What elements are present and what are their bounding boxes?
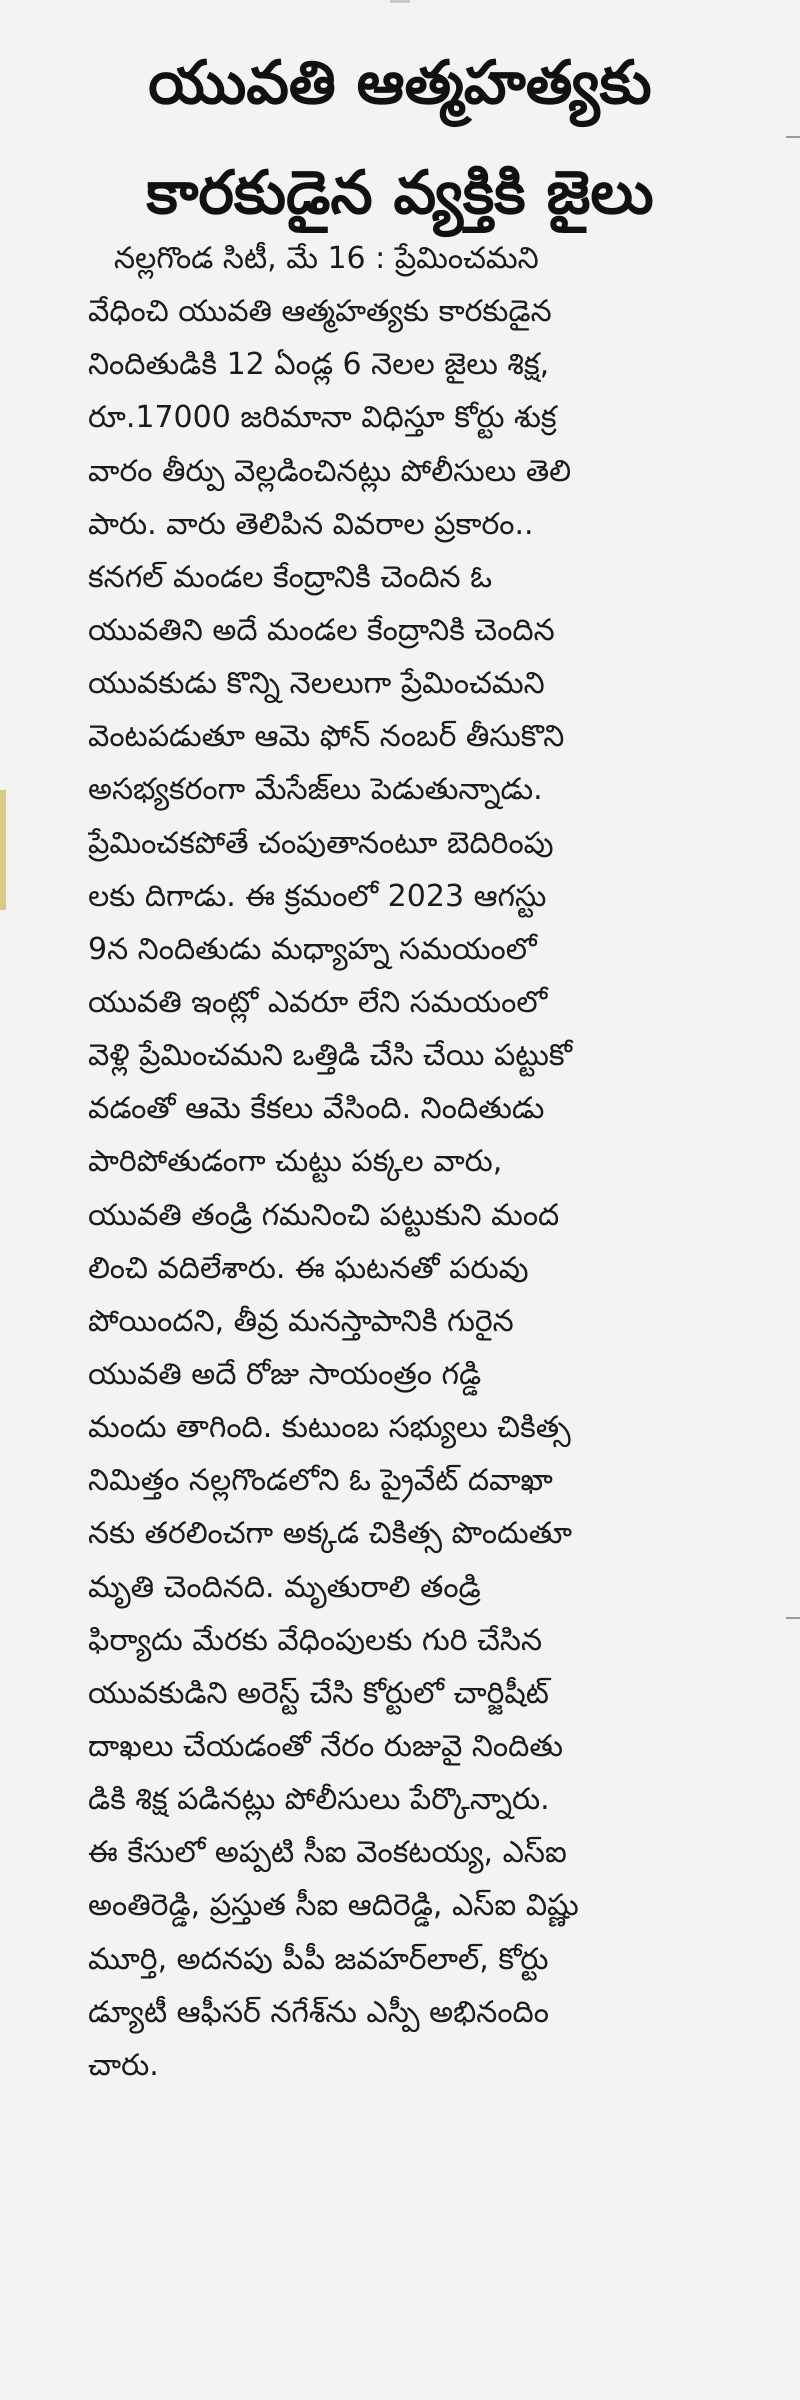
body-line: 9న నిందితుడు మధ్యాహ్న సమయంలో [88,931,537,967]
column-rule-tick [786,1617,800,1619]
body-line: అంతిరెడ్డి, ప్రస్తుత సీఐ ఆదిరెడ్డి, ఎస్ఐ విష్ణు [88,1888,579,1924]
body-line: పారిపోతుడంగా చుట్టు పక్కల వారు, [88,1144,503,1180]
column-rule-tick [786,136,800,138]
body-line: యువకుడిని అరెస్ట్ చేసి కోర్టులో చార్జిషీట్ [88,1675,549,1711]
headline [0,28,800,248]
headline-line-2: కారకుడైన వ్యక్తికి జైలు [146,158,654,228]
body-line: వెళ్లి ప్రేమించమని ఒత్తిడి చేసి చేయి పట్టుకో [88,1038,573,1074]
body-line: వడంతో ఆమె కేకలు వేసింది. నిందితుడు [88,1091,545,1127]
body-line: వారం తీర్పు వెల్లడించినట్లు పోలీసులు తెలి [88,453,572,489]
body-line: నిమిత్తం నల్లగొండలోని ఓ ప్రైవేట్ దవాఖా [88,1463,553,1499]
top-edge-mark [390,0,410,3]
body-line: పోయిందని, తీవ్ర మనస్తాపానికి గురైన [88,1303,514,1339]
body-line: చారు. [88,2047,159,2083]
body-line: ఫిర్యాదు మేరకు వేధింపులకు గురి చేసిన [88,1622,543,1658]
body-line: వేధించి యువతి ఆత్మహత్యకు కారకుడైన [88,294,552,330]
body-line: అసభ్యకరంగా మేసేజ్‌లు పెడుతున్నాడు. [88,772,543,808]
headline-line-1: యువతి ఆత్మహత్యకు [148,48,652,118]
body-line: ప్రేమించకపోతే చంపుతానంటూ బెదిరింపు [88,825,554,861]
body-line: రూ.17000 జరిమానా విధిస్తూ కోర్టు శుక్ర [88,400,557,436]
body-line: మూర్తి, అదనపు పీపీ జవహర్‌లాల్, కోర్టు [88,1941,549,1977]
body-line: యువతి ఇంట్లో ఎవరూ లేని సమయంలో [88,984,548,1020]
body-line: డ్యూటీ ఆఫీసర్ నగేశ్‌ను ఎస్పీ అభినందిం [88,1994,549,2030]
body-line: డికి శిక్ష పడినట్లు పోలీసులు పేర్కొన్నారు. [88,1782,550,1818]
body-line: నకు తరలించగా అక్కడ చికిత్స పొందుతూ [88,1516,573,1552]
body-line: మృతి చెందినది. మృతురాలి తండ్రి [88,1569,481,1605]
body-line: ఈ కేసులో అప్పటి సీఐ వెంకటయ్య, ఎస్ఐ [88,1835,567,1871]
body-line: యువతి తండ్రి గమనించి పట్టుకుని మంద [88,1197,560,1233]
left-edge-tint [0,790,6,910]
body-line: వెంటపడుతూ ఆమె ఫోన్ నంబర్ తీసుకొని [88,719,565,755]
body-line: యువకుడు కొన్ని నెలలుగా ప్రేమించమని [88,666,545,702]
body-line: పారు. వారు తెలిపిన వివరాల ప్రకారం.. [88,506,534,542]
article-body [88,232,764,2092]
body-line: యువతి అదే రోజు సాయంత్రం గడ్డి [88,1356,482,1392]
body-line: లించి వదిలేశారు. ఈ ఘటనతో పరువు [88,1250,529,1286]
body-line: దాఖలు చేయడంతో నేరం రుజువై నిందితు [88,1728,564,1764]
body-line: మందు తాగింది. కుటుంబ సభ్యులు చికిత్స [88,1410,571,1446]
body-line: నల్లగొండ సిటీ, మే 16 : ప్రేమించమని [114,241,539,276]
body-line: కనగల్ మండల కేంద్రానికి చెందిన ఓ [88,559,493,595]
body-line: యువతిని అదే మండల కేంద్రానికి చెందిన [88,612,555,648]
body-line: నిందితుడికి 12 ఏండ్ల 6 నెలల జైలు శిక్ష, [88,347,550,383]
body-line: లకు దిగాడు. ఈ క్రమంలో 2023 ఆగస్టు [88,878,547,914]
